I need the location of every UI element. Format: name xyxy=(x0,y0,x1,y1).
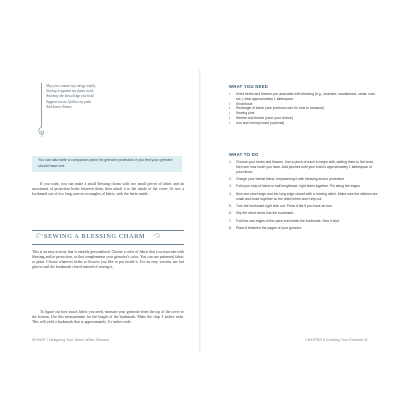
list-item: 3. Fold your strip of fabric in half lengthwise, right sides together. Pin along the edges. xyxy=(229,184,361,189)
poem-line: Support me as I follow my path xyxy=(46,99,91,104)
bullet-icon: • xyxy=(229,106,231,111)
bullet-icon: • xyxy=(229,111,231,116)
poem-line: Storing it against my future need, xyxy=(46,89,94,94)
body-paragraph: This is an easy activity that is entirely personalized. Choose a color of fabric that you associate with blessing and/or protection, or that complements your grimoire's color. You can use patterned fabric or plain. Choose whatever herbs or flowers you like to put inside it. For an easy version, use hot glue to seal the bookmark closed instead of sewing it. xyxy=(32,250,184,270)
list-item: 6. Slip the dried herbs into the bookmark. xyxy=(229,211,295,216)
book-gutter xyxy=(199,70,201,352)
list-item: 4. Sew one short edge and the long edge closed with a running stitch. Make sure the stitches are small and close together so the dried herbs won't slip out. xyxy=(229,191,378,201)
poem-rule xyxy=(41,83,42,127)
supplies-list xyxy=(229,92,379,126)
left-page xyxy=(0,70,199,352)
what-you-need-heading: WHAT YOU NEED xyxy=(229,84,269,89)
what-to-do-heading: WHAT TO DO xyxy=(229,152,259,157)
list-item: • Small bowl xyxy=(229,101,253,106)
poem-block xyxy=(46,84,166,110)
steps-list xyxy=(229,160,379,234)
list-item: 5. Turn the bookmark right side out. Press it flat if you have an iron. xyxy=(229,203,333,208)
bullet-icon: • xyxy=(229,115,231,120)
list-item: • Needle and thread (color your choice) xyxy=(229,115,293,120)
right-flourish-icon xyxy=(152,232,162,240)
body-paragraph: To figure out how much fabric you need, measure your grimoire from the top of the cover to the bottom. Use this measurement for the length of the bookmark. Make the strip 3 inches wide. This will yield a bookmark that is approximately 1¼ inches wide. xyxy=(32,310,184,325)
list-item: • Sewing pins xyxy=(229,111,255,116)
section-heading: SEWING A BLESSING CHARM xyxy=(44,233,146,240)
heading-rule-top xyxy=(32,230,184,231)
poem-line: May you contain my energy safely, xyxy=(46,84,96,88)
heading-rule-bottom xyxy=(32,244,184,245)
list-item: 1. Choose your herbs and flowers. Use a pinch of each to begin with, adding them to the bowl, then see how much you have. Add pinches until your total is approximately 1 tablespoon of your blend. xyxy=(229,160,374,174)
poem-line: And honor Nature. xyxy=(46,104,73,109)
bullet-icon: • xyxy=(229,92,231,96)
bullet-icon: • xyxy=(229,101,231,106)
left-flourish-icon xyxy=(34,232,44,240)
list-item: • Iron and ironing board (optional) xyxy=(229,120,285,125)
page-folio: 90 PART I Designing Your Green Witch Grimoire xyxy=(32,338,110,342)
bullet-icon: • xyxy=(229,120,231,125)
poem-line: And may the knowledge you hold xyxy=(46,94,94,99)
list-item: 2. Charge your herbal blend, empowering it with blessing and/or protection. xyxy=(229,176,345,181)
list-item: 7. Fold the raw edges of the open end inside the bookmark. Sew it shut. xyxy=(229,218,341,223)
list-item: • Rectangle of fabric (see previous note for how to measure) xyxy=(229,106,325,111)
body-paragraph: If you want, you can make a small blessing charm with two small pieces of fabric and an assortment of protection herbs between them, then attach it to the inside of the cover. Or sew a bookmark out of two long, narrow rectangles of fabric, with the herbs inside. xyxy=(32,182,184,197)
list-item: 8. Place it between the pages of your grimoire. xyxy=(229,226,303,231)
tip-text: You can also write a companion piece for grimoire protection if you feel your grimoire should have one. xyxy=(38,158,173,168)
list-item: • Dried herbs and flowers you associate with blessing (e.g., lavender, sandalwood, cedar, rose, etc.), total approximately 1 tablespoon xyxy=(229,92,376,101)
right-page xyxy=(201,70,400,352)
page-folio: CHAPTER 5 Creating Your Grimoire 91 xyxy=(305,338,368,342)
swirl-ornament-icon xyxy=(36,126,48,138)
